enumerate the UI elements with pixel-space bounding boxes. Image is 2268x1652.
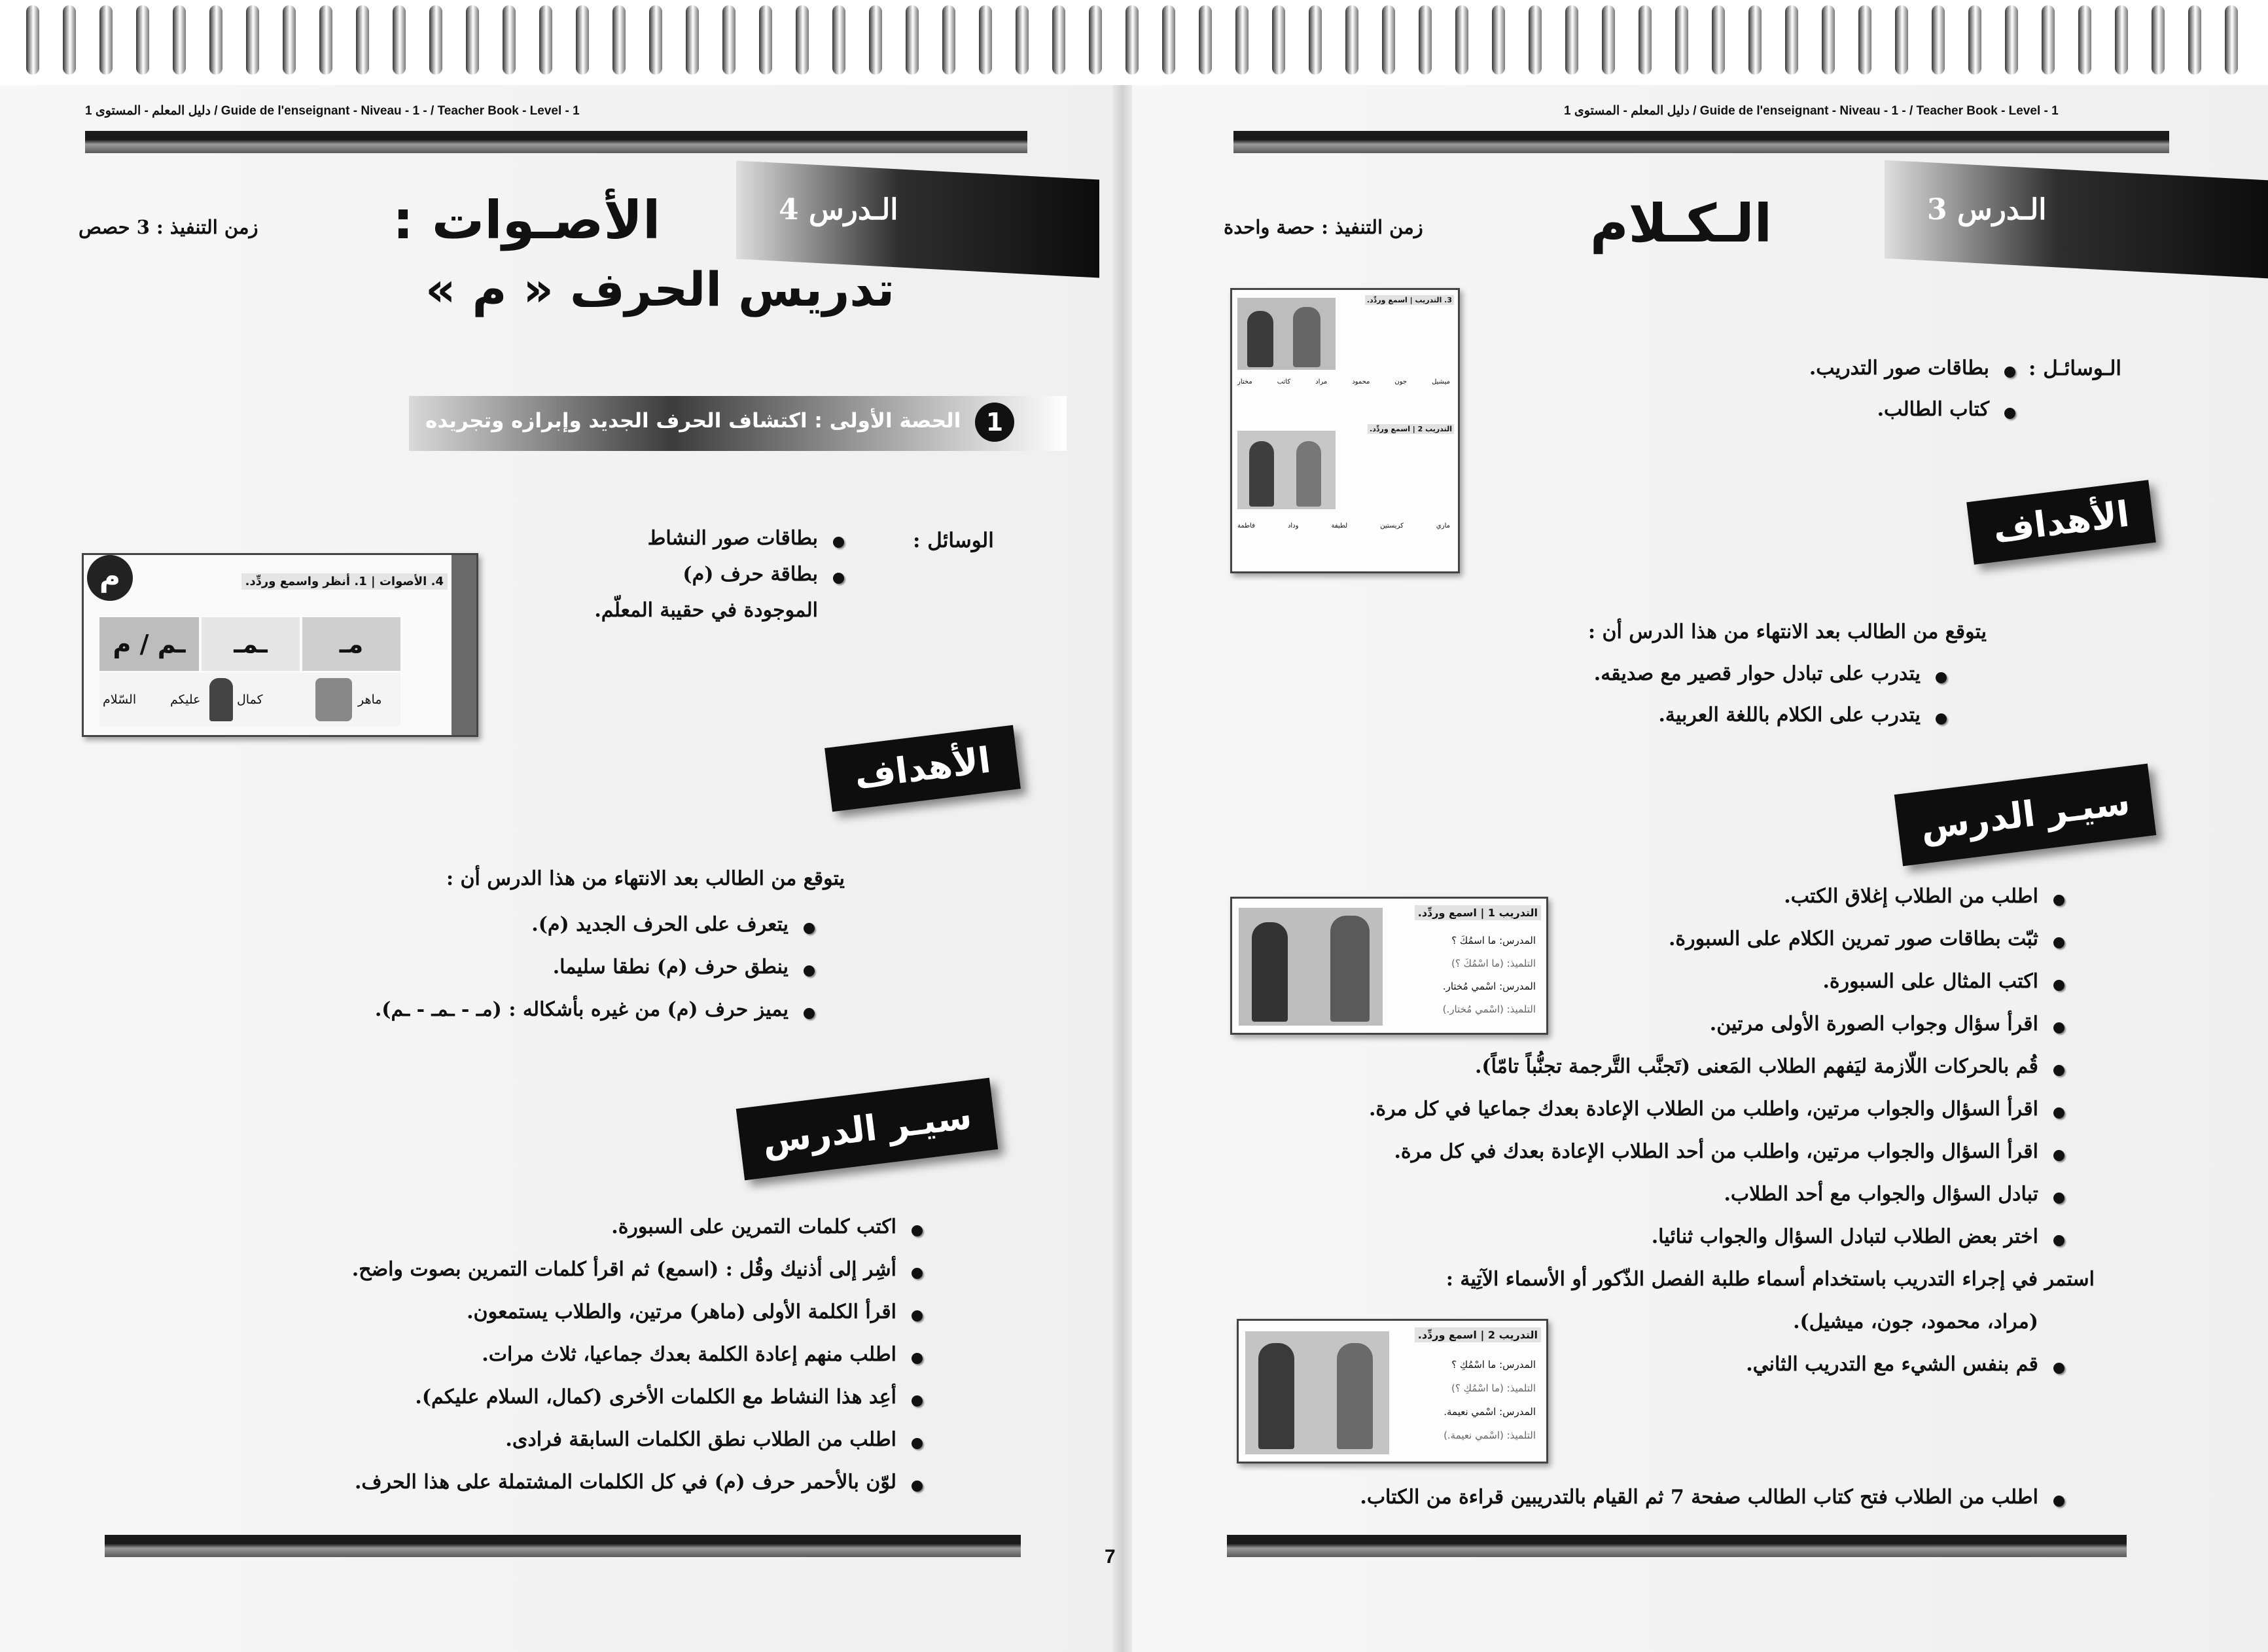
- card-word-1: السّلام: [103, 692, 137, 707]
- right-step-9: اختر بعض الطلاب لتبادل السؤال والجواب ثنائيا.: [1652, 1225, 2068, 1248]
- exercise-3-label: 3. التدريب | اسمع وردِّد.: [1365, 295, 1454, 305]
- dialogue-card-1: [1230, 897, 1548, 1035]
- left-materials-note: الموجودة في حقيبة المعلّم.: [594, 599, 818, 622]
- spiral-loop: [649, 5, 662, 75]
- left-material-1: بطاقات صور النشاط: [648, 527, 848, 550]
- spiral-loop: [1748, 5, 1762, 75]
- spiral-loop: [1309, 5, 1322, 75]
- spiral-loop: [2188, 5, 2201, 75]
- spiral-loop: [1968, 5, 1981, 75]
- page-spine: [1112, 85, 1132, 1652]
- spiral-loop: [2078, 5, 2091, 75]
- letter-form-medial: ـمـ: [202, 617, 300, 671]
- right-continue-text: استمر في إجراء التدريب باستخدام أسماء طلبة الفصل الذّكور أو الأسماء الآتِية :: [1445, 1268, 2095, 1291]
- name-thumb: ماري: [1436, 522, 1450, 530]
- spiral-loop: [796, 5, 809, 75]
- spiral-loop: [1419, 5, 1432, 75]
- left-goals-tag: الأهداف: [824, 725, 1021, 812]
- spiral-binding: [0, 0, 2268, 85]
- spiral-loop: [319, 5, 332, 75]
- spiral-loop: [612, 5, 626, 75]
- left-step-5: أعِد هذا النشاط مع الكلمات الأخرى (كمال، السلام عليكم).: [415, 1386, 927, 1409]
- dialogue-photo-1: [1239, 908, 1383, 1026]
- right-step-6: اقرأ السؤال والجواب مرتين، واطلب من الطلاب الإعادة بعدك جماعيا في كل مرة.: [1369, 1098, 2068, 1121]
- right-step-5: قُم بالحركات اللّازمة ليَفهم الطلاب المَعنى (تَجنَّب التَّرجمة تجنُّباً تامّاً).: [1475, 1055, 2068, 1078]
- spiral-loop: [1858, 5, 1871, 75]
- left-header-rule: [85, 131, 1027, 153]
- card-header: 4. الأصوات | 1. أنظر واسمع وردِّد.: [241, 573, 448, 590]
- right-step-same: قم بنفس الشيء مع التدريب الثاني.: [1746, 1353, 2068, 1376]
- dialogue-2-line-2: التلميذ: (ما اسْمُكِ ؟): [1451, 1382, 1536, 1394]
- spiral-loop: [2115, 5, 2128, 75]
- spiral-loop: [1272, 5, 1285, 75]
- spiral-loop: [429, 5, 442, 75]
- right-step-1: اطلب من الطلاب إغلاق الكتب.: [1784, 885, 2068, 908]
- right-lesson-label: الـدرس 3: [1927, 193, 2047, 226]
- right-goals-tag: الأهداف: [1966, 480, 2156, 564]
- card-face-figure: [315, 678, 352, 721]
- right-goal-1: يتدرب على تبادل حوار قصير مع صديقه.: [1594, 662, 1951, 685]
- dialogue-1-line-1: المدرس: ما اسمُكَ ؟: [1451, 935, 1536, 946]
- right-step-2: ثبّت بطاقات صور تمرين الكلام على السبورة.: [1669, 927, 2068, 950]
- spiral-loop: [393, 5, 406, 75]
- left-lesson-label: الـدرس 4: [779, 193, 898, 226]
- name-thumb: مختار: [1237, 378, 1252, 386]
- spiral-loop: [26, 5, 39, 75]
- spiral-loop: [1822, 5, 1835, 75]
- dialogue-1-line-4: التلميذ: (اسْمي مُختار.): [1442, 1003, 1536, 1015]
- spiral-loop: [1382, 5, 1395, 75]
- dialogue-card-2: [1237, 1319, 1548, 1463]
- session-title: الحصة الأولى : اكتشاف الحرف الجديد وإبرازه وتجريده: [425, 409, 961, 433]
- right-step-7: اقرأ السؤال والجواب مرتين، واطلب من أحد الطلاب الإعادة بعدك في كل مرة.: [1394, 1140, 2068, 1163]
- dialogue-figure-a: [1252, 922, 1288, 1022]
- spiral-loop: [1345, 5, 1358, 75]
- card-words-row: [99, 673, 400, 727]
- dialogue-1-line-3: المدرس: اسْمي مُختار.: [1442, 980, 1536, 992]
- left-header-text: دليل المعلم - المستوى 1 / Guide de l'enseignant - Niveau - 1 - / Teacher Book - Level - 1: [85, 104, 580, 118]
- spiral-loop: [1125, 5, 1139, 75]
- spiral-loop: [503, 5, 516, 75]
- name-thumb: ميشيل: [1432, 378, 1450, 386]
- card-word-3: كمال: [237, 692, 263, 707]
- dialogue-figure-b: [1330, 916, 1370, 1022]
- photo-figure-a: [1247, 311, 1273, 367]
- spiral-loop: [2042, 5, 2055, 75]
- card-word-2: عليكم: [170, 692, 201, 707]
- right-header-text: دليل المعلم - المستوى 1 / Guide de l'enseignant - Niveau - 1 - / Teacher Book - Level - 1: [1564, 104, 2059, 118]
- left-step-4: اطلب منهم إعادة الكلمة بعدك جماعيا، ثلاث مرات.: [482, 1343, 927, 1366]
- spiral-loop: [356, 5, 369, 75]
- dialogue-2-line-3: المدرس: اسْمي نعيمة.: [1444, 1406, 1536, 1418]
- photo-figure-b: [1293, 307, 1320, 367]
- spiral-loop: [1199, 5, 1212, 75]
- dialogue-card-1-label: التدريب 1 | اسمع وردِّد.: [1415, 905, 1541, 920]
- spiral-loop: [759, 5, 772, 75]
- name-thumb: لطيفة: [1331, 522, 1348, 530]
- spiral-loop: [2005, 5, 2018, 75]
- name-thumb: محمود: [1352, 378, 1370, 386]
- spiral-loop: [466, 5, 479, 75]
- card-side-strip: [452, 555, 476, 735]
- dialogue-1-line-2: التلميذ: (ما اسْمُكَ ؟): [1451, 958, 1536, 969]
- spiral-loop: [1565, 5, 1578, 75]
- name-thumb: كاتب: [1277, 378, 1291, 386]
- spiral-loop: [906, 5, 919, 75]
- right-material-1: بطاقات صور التدريب.: [1809, 357, 2019, 380]
- exercise-2-label-small: التدريب 2 | اسمع وردِّد.: [1368, 424, 1454, 434]
- right-materials-label: الـوسائـل :: [2029, 357, 2121, 380]
- name-thumb: وداد: [1287, 522, 1299, 530]
- card-person-figure: [209, 678, 233, 721]
- dialogue-figure-c: [1258, 1343, 1294, 1449]
- spiral-loop: [173, 5, 186, 75]
- name-thumb: جون: [1394, 378, 1408, 386]
- spiral-loop: [942, 5, 955, 75]
- letter-form-final: ـم / م: [99, 617, 199, 671]
- spiral-loop: [1895, 5, 1908, 75]
- spiral-loop: [99, 5, 113, 75]
- right-material-2: كتاب الطالب.: [1877, 398, 2019, 421]
- spiral-loop: [1492, 5, 1505, 75]
- left-step-6: اطلب من الطلاب نطق الكلمات السابقة فرادى.: [505, 1428, 927, 1451]
- spiral-loop: [832, 5, 845, 75]
- dialogue-card-2-label: التدريب 2 | اسمع وردِّد.: [1415, 1327, 1541, 1342]
- name-thumb: فاطمة: [1237, 522, 1255, 530]
- left-step-3: اقرأ الكلمة الأولى (ماهر) مرتين، والطلاب يستمعون.: [467, 1301, 927, 1323]
- photo-figure-d: [1296, 441, 1321, 507]
- spiral-loop: [576, 5, 589, 75]
- left-goals-intro: يتوقع من الطالب بعد الانتهاء من هذا الدرس أن :: [446, 867, 845, 890]
- dialogue-photo-2: [1245, 1331, 1389, 1454]
- spiral-loop: [869, 5, 882, 75]
- left-steps-tag: سيـر الدرس: [736, 1078, 998, 1181]
- dialogue-2-line-1: المدرس: ما اسْمُكِ ؟: [1451, 1359, 1536, 1371]
- spiral-loop: [1675, 5, 1688, 75]
- card-word-4: ماهر: [358, 692, 382, 707]
- spiral-loop: [1639, 5, 1652, 75]
- left-goal-3: يميز حرف (م) من غيره بأشكاله : (مـ - ـمـ - ـم).: [375, 998, 819, 1021]
- right-header-rule: [1233, 131, 2169, 153]
- spiral-loop: [1529, 5, 1542, 75]
- exercise-names-row-1: [1237, 378, 1450, 398]
- left-footer-rule: [105, 1535, 1021, 1557]
- left-goal-1: يتعرف على الحرف الجديد (م).: [531, 913, 819, 936]
- letter-card-thumbnail: [82, 553, 478, 737]
- dialogue-figure-d: [1337, 1343, 1373, 1449]
- spiral-loop: [1162, 5, 1175, 75]
- page-number: 7: [1105, 1546, 1116, 1568]
- spiral-loop: [2152, 5, 2165, 75]
- right-continue-names: (مراد، محمود، جون، ميشيل).: [1793, 1310, 2038, 1333]
- spiral-loop: [209, 5, 222, 75]
- spiral-loop: [1016, 5, 1029, 75]
- right-title: الـكـلام: [1590, 193, 1773, 254]
- right-step-8: تبادل السؤال والجواب مع أحد الطلاب.: [1724, 1183, 2068, 1206]
- right-footer-rule: [1227, 1535, 2127, 1557]
- spiral-loop: [1089, 5, 1102, 75]
- name-thumb: مراد: [1315, 378, 1328, 386]
- spiral-loop: [2225, 5, 2238, 75]
- right-step-4: اقرأ سؤال وجواب الصورة الأولى مرتين.: [1710, 1013, 2068, 1035]
- exercise-photo-2: [1237, 431, 1336, 509]
- dialogue-2-line-4: التلميذ: (اسْمي نعيمة.): [1444, 1429, 1536, 1441]
- left-duration: زمن التنفيذ : 3 حصص: [79, 216, 258, 238]
- spiral-loop: [979, 5, 992, 75]
- letter-form-initial: مـ: [302, 617, 400, 671]
- name-thumb: كريستين: [1380, 522, 1404, 530]
- spiral-loop: [686, 5, 699, 75]
- session-number: 1: [975, 403, 1014, 442]
- exercise-photo-1: [1237, 298, 1336, 370]
- photo-figure-c: [1249, 441, 1274, 507]
- left-title: الأصـوات :: [393, 190, 661, 251]
- left-step-7: لوّن بالأحمر حرف (م) في كل الكلمات المشتملة على هذا الحرف.: [355, 1471, 927, 1494]
- exercise-names-row-2: [1237, 522, 1450, 542]
- spiral-loop: [283, 5, 296, 75]
- right-goals-intro: يتوقع من الطالب بعد الانتهاء من هذا الدرس أن :: [1587, 620, 1987, 643]
- right-duration: زمن التنفيذ : حصة واحدة: [1224, 216, 1423, 238]
- spiral-loop: [1785, 5, 1798, 75]
- spiral-loop: [1235, 5, 1249, 75]
- spiral-loop: [1932, 5, 1945, 75]
- spiral-loop: [539, 5, 552, 75]
- left-goal-2: ينطق حرف (م) نطقا سليما.: [553, 956, 819, 979]
- right-step-3: اكتب المثال على السبورة.: [1822, 970, 2068, 993]
- spiral-loop: [246, 5, 259, 75]
- letter-badge: م: [87, 555, 133, 601]
- left-material-2: بطاقة حرف (م): [682, 563, 848, 586]
- exercise-page-thumbnail: [1230, 288, 1460, 573]
- left-step-2: أشِر إلى أذنيك وقُل : (اسمع) ثم اقرأ كلمات التمرين بصوت واضح.: [352, 1258, 927, 1281]
- spiral-loop: [136, 5, 149, 75]
- spiral-loop: [1602, 5, 1615, 75]
- right-steps-tag: سيـر الدرس: [1894, 764, 2156, 867]
- spiral-loop: [63, 5, 76, 75]
- spiral-loop: [1455, 5, 1468, 75]
- spiral-loop: [1052, 5, 1065, 75]
- left-materials-label: الوسائل :: [913, 529, 994, 552]
- left-step-1: اكتب كلمات التمرين على السبورة.: [611, 1215, 927, 1238]
- spiral-loop: [722, 5, 735, 75]
- right-final-step: اطلب من الطلاب فتح كتاب الطالب صفحة 7 ثم القيام بالتدريبين قراءة من الكتاب.: [1360, 1486, 2068, 1509]
- right-goal-2: يتدرب على الكلام باللغة العربية.: [1658, 704, 1951, 727]
- left-subtitle: تدريس الحرف « م »: [425, 262, 895, 317]
- spiral-loop: [1712, 5, 1725, 75]
